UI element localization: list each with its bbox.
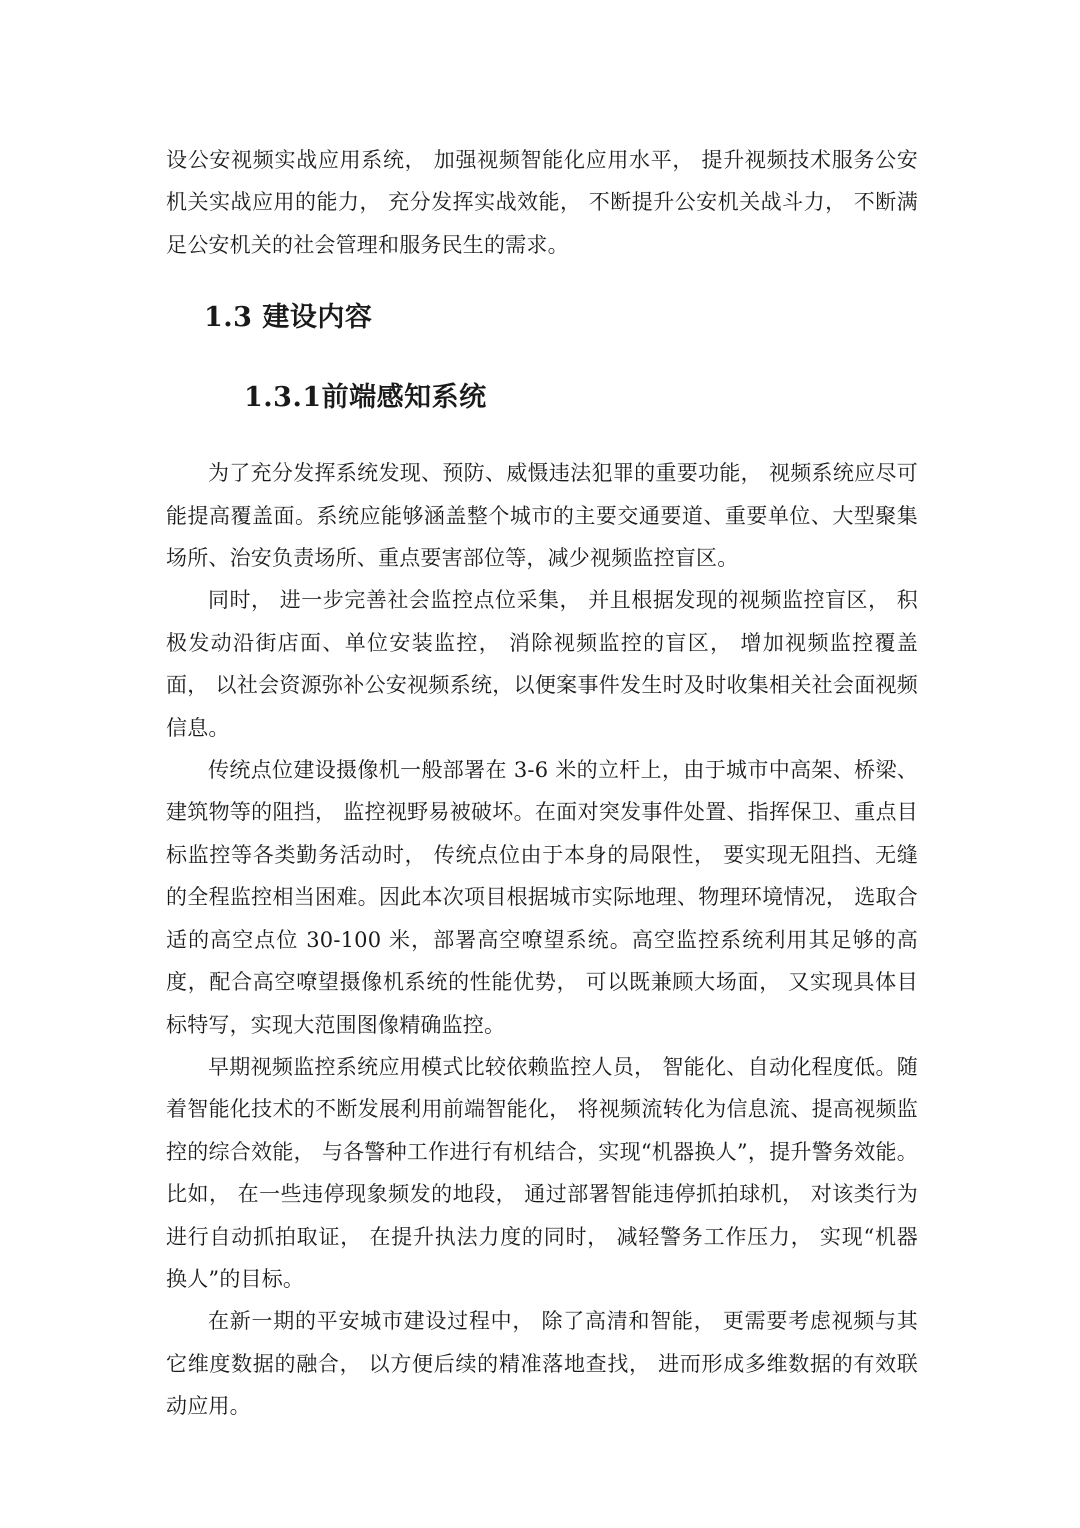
section-heading-block <box>166 298 918 338</box>
subsection-heading-block <box>166 378 918 418</box>
document-body <box>166 139 918 1428</box>
paragraph-social-monitoring: 同时， 进一步完善社会监控点位采集， 并且根据发现的视频监控盲区， 积极发动沿街店面、单位安装监控， 消除视频监控的盲区， 增加视频监控覆盖面， 以社会资源弥补公安视频系统，以便案事件发生时及时收集相关社会面视频信息。 <box>166 588 918 740</box>
paragraph-intelligence: 早期视频监控系统应用模式比较依赖监控人员， 智能化、自动化程度低。随着智能化技术的不断发展利用前端智能化， 将视频流转化为信息流、提高视频监控的综合效能， 与各警种工作进行有机结合，实现“机器换人”，提升警务效能。比如， 在一些违停现象频发的地段， 通过部署智能违停抓拍球机， 对该类行为进行自动抓拍取证， 在提升执法力度的同时， 减轻警务工作压力， 实现“机器换人”的目标。 <box>166 1054 918 1291</box>
intro-paragraph: 设公安视频实战应用系统， 加强视频智能化应用水平， 提升视频技术服务公安机关实战应用的能力， 充分发挥实战效能， 不断提升公安机关战斗力， 不断满足公安机关的社会管理和服务民生的需求。 <box>166 148 918 257</box>
subsection-heading: 1.3.1前端感知系统 <box>244 382 487 414</box>
paragraph-data-fusion: 在新一期的平安城市建设过程中， 除了高清和智能， 更需要考虑视频与其它维度数据的融合， 以方便后续的精准落地查找， 进而形成多维数据的有效联动应用。 <box>166 1309 918 1419</box>
section-heading: 1.3 建设内容 <box>204 302 373 334</box>
paragraph-high-altitude: 传统点位建设摄像机一般部署在 3-6 米的立杆上，由于城市中高架、桥梁、建筑物等的阻挡， 监控视野易被破坏。在面对突发事件处置、指挥保卫、重点目标监控等各类勤务活动时， 传统点位由于本身的局限性， 要实现无阻挡、无缝的全程监控相当困难。因此本次项目根据城市实际地理、物理环境情况， 选取合适的高空点位 30-100 米，部署高空嘹望系统。高空监控系统利用其足够的高度，配合高空嘹望摄像机系统的性能优势， 可以既兼顾大场面， 又实现具体目标特写，实现大范围图像精确监控。 <box>166 758 918 1037</box>
paragraph-coverage: 为了充分发挥系统发现、预防、威慑违法犯罪的重要功能， 视频系统应尽可能提高覆盖面。系统应能够涵盖整个城市的主要交通要道、重要单位、大型聚集场所、治安负责场所、重点要害部位等，减少视频监控盲区。 <box>166 461 918 571</box>
